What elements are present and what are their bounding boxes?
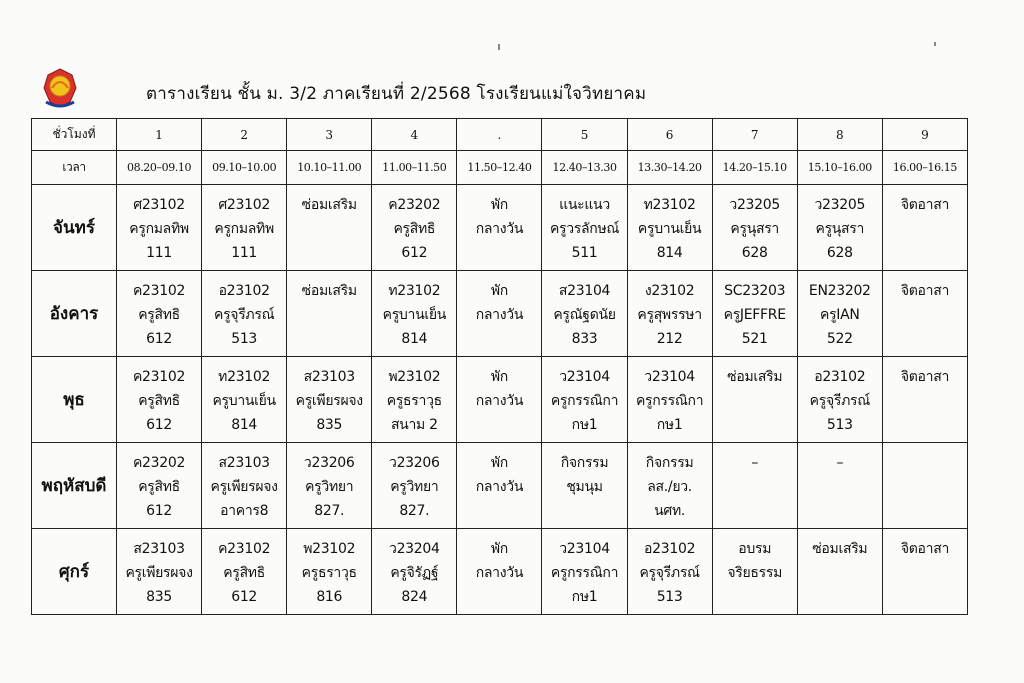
class-subject: ศ23102 <box>133 197 185 213</box>
class-subject: ซ่อมเสริม <box>812 541 868 557</box>
period-number: 8 <box>797 119 882 151</box>
class-cell <box>627 185 712 271</box>
class-cell <box>627 529 712 615</box>
class-cell <box>202 185 287 271</box>
class-room: 827. <box>314 503 345 519</box>
class-subject: ว23104 <box>644 369 695 385</box>
class-cell <box>712 271 797 357</box>
class-cell-content <box>628 185 712 265</box>
class-cell <box>457 357 542 443</box>
class-cell-content <box>798 271 882 351</box>
class-room: 513 <box>231 331 258 347</box>
class-cell-content <box>202 271 286 351</box>
class-teacher: ลส./ยว. <box>647 479 692 495</box>
class-teacher: ครูสิทธิ <box>138 393 180 409</box>
class-cell <box>287 529 372 615</box>
class-cell-content <box>202 529 286 609</box>
class-subject: ส23104 <box>558 283 611 299</box>
class-cell <box>117 357 202 443</box>
class-teacher: กลางวัน <box>475 221 524 237</box>
class-cell-content <box>457 529 541 585</box>
class-cell-content <box>287 529 371 609</box>
class-cell <box>202 271 287 357</box>
class-cell <box>797 443 882 529</box>
page-title: ตารางเรียน ชั้น ม. 3/2 ภาคเรียนที่ 2/2568 โรงเรียนแม่ใจวิทยาคม <box>146 84 647 104</box>
class-subject: ว23104 <box>559 541 610 557</box>
class-subject: ค23102 <box>218 541 271 557</box>
class-cell <box>882 271 967 357</box>
period-time: 12.40–13.30 <box>542 151 627 185</box>
class-cell-content <box>117 529 201 609</box>
class-cell <box>882 529 967 615</box>
period-number: 5 <box>542 119 627 151</box>
class-cell <box>712 443 797 529</box>
class-room: 824 <box>401 589 428 605</box>
class-teacher: ครูวิทยา <box>390 479 439 495</box>
period-label: ชั่วโมงที่ <box>32 119 117 151</box>
class-cell-content <box>628 443 712 523</box>
class-subject: – <box>751 455 759 471</box>
period-number: 3 <box>287 119 372 151</box>
class-cell <box>457 529 542 615</box>
class-subject: จิตอาสา <box>900 369 949 385</box>
class-cell-content <box>798 529 882 561</box>
class-cell <box>372 271 457 357</box>
class-room: 612 <box>401 245 428 261</box>
class-teacher: ครูสุพรรษา <box>637 307 702 323</box>
period-number: 9 <box>882 119 967 151</box>
class-cell <box>797 357 882 443</box>
class-room: อาคาร8 <box>220 503 269 519</box>
day-name: พฤหัสบดี <box>32 443 117 529</box>
class-room: 814 <box>231 417 258 433</box>
day-name: จันทร์ <box>32 185 117 271</box>
class-teacher: ครูนุสรา <box>815 221 865 237</box>
class-room: 513 <box>826 417 853 433</box>
timetable <box>31 118 968 615</box>
class-room: สนาม 2 <box>390 417 438 433</box>
class-cell-content <box>202 185 286 265</box>
class-teacher: ครูกมลทิพ <box>129 221 189 237</box>
class-teacher: ครูนุสรา <box>730 221 779 237</box>
class-cell-content <box>798 443 882 475</box>
class-subject: พัก <box>490 197 508 213</box>
class-teacher: ครูจุรีภรณ์ <box>214 307 275 323</box>
class-cell <box>542 271 627 357</box>
class-room: 612 <box>146 417 172 433</box>
class-subject: พ23102 <box>388 369 441 385</box>
class-cell <box>287 357 372 443</box>
class-cell <box>372 185 457 271</box>
class-subject: ซ่อมเสริม <box>301 283 357 299</box>
class-teacher: ครูกมลทิพ <box>214 221 274 237</box>
class-subject: ส23103 <box>303 369 355 385</box>
class-room: 212 <box>656 331 683 347</box>
day-row <box>32 185 968 271</box>
class-subject: ว23205 <box>814 197 866 213</box>
class-cell-content <box>372 185 456 265</box>
class-teacher: ครูจุรีภรณ์ <box>639 565 700 581</box>
class-room: 833 <box>571 331 598 347</box>
class-cell-content <box>372 271 456 351</box>
class-cell <box>882 185 967 271</box>
class-cell-content <box>798 185 882 265</box>
class-teacher: ครูJEFFRE <box>723 307 786 323</box>
class-subject: ว23205 <box>729 197 780 213</box>
class-subject: SC23203 <box>724 283 786 299</box>
class-cell-content <box>542 185 626 265</box>
period-time: 11.50–12.40 <box>457 151 542 185</box>
period-time: 15.10–16.00 <box>797 151 882 185</box>
class-cell-content <box>713 271 797 351</box>
class-room: 612 <box>146 503 172 519</box>
period-number: . <box>457 119 542 151</box>
class-subject: ส23103 <box>133 541 185 557</box>
class-subject: จิตอาสา <box>900 283 949 299</box>
period-time: 11.00–11.50 <box>372 151 457 185</box>
class-subject: ท23102 <box>218 369 271 385</box>
class-teacher: ครูสิทธิ <box>138 307 180 323</box>
class-cell <box>712 529 797 615</box>
day-row <box>32 529 968 615</box>
class-teacher: กลางวัน <box>475 307 524 323</box>
class-cell-content <box>628 357 712 437</box>
day-name: พุธ <box>32 357 117 443</box>
class-cell-content <box>287 443 371 523</box>
class-teacher: ครูกรรณิกา <box>635 393 704 409</box>
day-row <box>32 443 968 529</box>
class-cell <box>797 271 882 357</box>
class-cell <box>117 443 202 529</box>
class-teacher: ครูกรรณิกา <box>550 565 619 581</box>
class-cell <box>542 529 627 615</box>
class-subject: – <box>836 455 844 471</box>
class-cell-content <box>372 443 456 523</box>
class-subject: ค23202 <box>132 455 186 471</box>
class-teacher: ครูวรลักษณ์ <box>549 221 620 237</box>
class-cell-content <box>457 271 541 327</box>
class-cell-content <box>713 443 797 475</box>
class-teacher: ครูณัฐดนัย <box>553 307 616 323</box>
class-room: 111 <box>231 245 258 261</box>
period-time: 16.00–16.15 <box>882 151 967 185</box>
class-cell <box>542 443 627 529</box>
class-room: 612 <box>231 589 258 605</box>
class-teacher: กลางวัน <box>475 393 524 409</box>
class-teacher: ชุมนุม <box>566 479 603 495</box>
class-subject: ว23206 <box>303 455 355 471</box>
period-number: 7 <box>712 119 797 151</box>
class-subject: พัก <box>490 369 508 385</box>
class-teacher: ครูIAN <box>820 307 860 323</box>
class-subject: ซ่อมเสริม <box>727 369 783 385</box>
scan-speck <box>934 42 936 46</box>
class-teacher: ครูธราวุธ <box>301 565 357 581</box>
class-subject: อ23102 <box>218 283 270 299</box>
class-cell-content <box>457 185 541 241</box>
class-cell-content <box>457 357 541 413</box>
day-row <box>32 357 968 443</box>
period-header-row <box>32 119 968 151</box>
class-room: 814 <box>656 245 683 261</box>
class-subject: ว23206 <box>389 455 440 471</box>
class-room: นศท. <box>654 503 686 519</box>
class-cell-content <box>883 443 967 451</box>
class-cell-content <box>202 357 286 437</box>
class-teacher: ครูจิรัฏฐ์ <box>390 565 439 581</box>
class-subject: EN23202 <box>808 283 871 299</box>
class-cell <box>542 185 627 271</box>
class-cell-content <box>713 357 797 389</box>
class-teacher: กลางวัน <box>475 479 524 495</box>
class-cell-content <box>628 529 712 609</box>
class-room: 816 <box>316 589 343 605</box>
class-subject: ศ23102 <box>218 197 270 213</box>
class-subject: พ23102 <box>303 541 356 557</box>
class-teacher: ครูวิทยา <box>305 479 354 495</box>
class-cell-content <box>713 185 797 265</box>
class-cell <box>712 185 797 271</box>
class-teacher: ครูบานเย็น <box>637 221 702 237</box>
class-subject: พัก <box>490 455 508 471</box>
time-header-row <box>32 151 968 185</box>
class-cell <box>117 185 202 271</box>
class-cell <box>712 357 797 443</box>
class-subject: กิจกรรม <box>645 455 694 471</box>
class-cell-content <box>628 271 712 351</box>
period-number: 4 <box>372 119 457 151</box>
class-subject: ค23102 <box>132 369 186 385</box>
class-cell <box>882 357 967 443</box>
class-subject: ค23202 <box>388 197 441 213</box>
class-room: 835 <box>146 589 172 605</box>
class-teacher: ครูสิทธิ <box>223 565 265 581</box>
class-subject: อ23102 <box>814 369 866 385</box>
class-cell <box>797 529 882 615</box>
class-cell-content <box>287 185 371 217</box>
class-subject: ว23204 <box>389 541 440 557</box>
class-cell <box>372 357 457 443</box>
class-room: กษ1 <box>571 589 598 605</box>
class-cell-content <box>883 529 967 561</box>
class-cell <box>372 443 457 529</box>
class-room: 612 <box>146 331 172 347</box>
school-logo <box>38 66 82 110</box>
class-subject: ค23102 <box>132 283 186 299</box>
period-time: 10.10–11.00 <box>287 151 372 185</box>
class-room: 628 <box>826 245 853 261</box>
class-subject: พัก <box>490 541 508 557</box>
period-time: 09.10–10.00 <box>202 151 287 185</box>
class-room: กษ1 <box>571 417 598 433</box>
period-time: 13.30–14.20 <box>627 151 712 185</box>
class-cell <box>287 271 372 357</box>
class-subject: อบรม <box>738 541 772 557</box>
period-time: 14.20–15.10 <box>712 151 797 185</box>
class-teacher: ครูบานเย็น <box>212 393 276 409</box>
class-cell <box>542 357 627 443</box>
class-cell <box>202 529 287 615</box>
class-teacher: กลางวัน <box>475 565 524 581</box>
class-cell-content <box>798 357 882 437</box>
class-subject: ซ่อมเสริม <box>301 197 357 213</box>
class-subject: จิตอาสา <box>900 197 949 213</box>
class-cell-content <box>883 185 967 217</box>
class-cell <box>797 185 882 271</box>
class-cell-content <box>117 185 201 265</box>
day-name: อังคาร <box>32 271 117 357</box>
class-room: กษ1 <box>656 417 683 433</box>
class-room: 513 <box>656 589 683 605</box>
class-room: 628 <box>741 245 768 261</box>
class-cell <box>457 271 542 357</box>
class-teacher: ครูเพียรผจง <box>210 479 278 495</box>
class-cell-content <box>542 529 626 609</box>
class-teacher: ครูจุรีภรณ์ <box>809 393 870 409</box>
class-subject: จิตอาสา <box>900 541 949 557</box>
class-teacher: ครูกรรณิกา <box>550 393 619 409</box>
scan-speck <box>498 44 500 50</box>
class-teacher: จริยธรรม <box>727 565 783 581</box>
class-subject: แนะแนว <box>559 197 610 213</box>
class-cell <box>117 271 202 357</box>
class-cell-content <box>883 357 967 389</box>
class-cell-content <box>117 443 201 523</box>
class-subject: ง23102 <box>644 283 695 299</box>
class-teacher: ครูบานเย็น <box>382 307 447 323</box>
class-cell <box>372 529 457 615</box>
class-subject: ส23103 <box>218 455 270 471</box>
class-cell-content <box>117 357 201 437</box>
day-row <box>32 271 968 357</box>
class-cell-content <box>457 443 541 499</box>
class-cell <box>117 529 202 615</box>
class-cell-content <box>117 271 201 351</box>
class-cell <box>457 443 542 529</box>
class-cell <box>627 357 712 443</box>
class-room: 511 <box>571 245 598 261</box>
class-teacher: ครูเพียรผจง <box>295 393 363 409</box>
period-time: 08.20–09.10 <box>117 151 202 185</box>
class-room: 521 <box>741 331 768 347</box>
class-cell-content <box>542 443 626 499</box>
class-room: 522 <box>826 331 853 347</box>
class-subject: ท23102 <box>388 283 441 299</box>
class-cell <box>202 443 287 529</box>
class-cell-content <box>202 443 286 523</box>
class-cell <box>627 271 712 357</box>
class-cell-content <box>713 529 797 585</box>
class-cell-content <box>372 529 456 609</box>
class-room: 111 <box>146 245 172 261</box>
class-teacher: ครูสิทธิ <box>138 479 180 495</box>
class-room: 814 <box>401 331 428 347</box>
class-room: 835 <box>316 417 343 433</box>
class-subject: พัก <box>490 283 508 299</box>
class-cell <box>287 185 372 271</box>
period-number: 6 <box>627 119 712 151</box>
class-cell-content <box>883 271 967 303</box>
period-number: 1 <box>117 119 202 151</box>
class-cell <box>202 357 287 443</box>
period-number: 2 <box>202 119 287 151</box>
class-cell <box>627 443 712 529</box>
class-cell-content <box>287 357 371 437</box>
class-subject: อ23102 <box>644 541 696 557</box>
class-cell-content <box>542 357 626 437</box>
class-cell <box>287 443 372 529</box>
class-cell <box>457 185 542 271</box>
class-teacher: ครูสิทธิ <box>393 221 436 237</box>
class-teacher: ครูเพียรผจง <box>125 565 193 581</box>
class-subject: ท23102 <box>643 197 696 213</box>
class-cell-content <box>372 357 456 437</box>
class-room: 827. <box>399 503 430 519</box>
class-cell <box>882 443 967 529</box>
class-subject: กิจกรรม <box>560 455 609 471</box>
day-name: ศุกร์ <box>32 529 117 615</box>
class-cell-content <box>542 271 626 351</box>
class-teacher: ครูธราวุธ <box>386 393 442 409</box>
time-label: เวลา <box>32 151 117 185</box>
class-cell-content <box>287 271 371 303</box>
class-subject: ว23104 <box>559 369 610 385</box>
